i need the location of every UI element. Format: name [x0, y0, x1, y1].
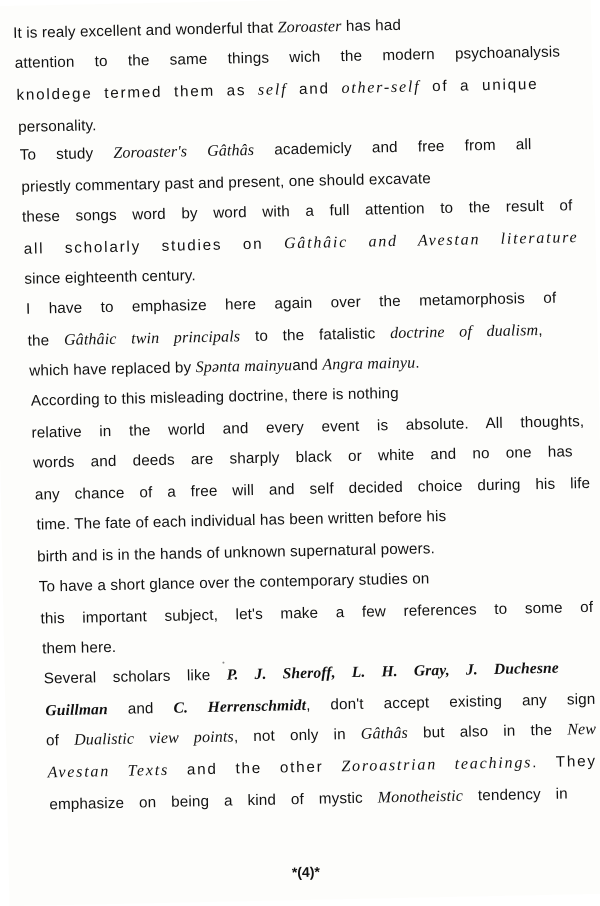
text-segment: To have a short glance over the contemporary studies on [38, 570, 430, 596]
text-segment: , don't accept existing any sign [305, 690, 596, 714]
text-segment: attention to the same things wich the modern psychoanalysis [14, 43, 561, 72]
text-line [44, 659, 560, 690]
text-line [24, 266, 196, 290]
text-line [15, 42, 561, 73]
text-segment: relative in the world and every event is absolute. All thoughts, [31, 413, 585, 442]
text-segment: time. The fate of each individual has been written before his [36, 507, 447, 534]
text-segment: . [415, 354, 420, 372]
text-segment: priestly commentary past and present, one should excavate [21, 170, 432, 196]
text-segment: them here. [41, 638, 117, 658]
text-segment: , [538, 321, 543, 339]
text-segment: personality. [18, 117, 97, 136]
text-line [46, 720, 597, 752]
text-segment: It is realy excellent and wonderful that [13, 19, 278, 42]
text-segment: this important subject, let's make a few references to some of [40, 598, 594, 628]
text-segment: all scholarly studies on [23, 235, 285, 258]
text-line [48, 752, 597, 783]
italic-term: Guillman [45, 701, 108, 720]
text-segment: but also in the [407, 721, 568, 742]
italic-term: Zoroaster [277, 18, 342, 37]
text-segment: tendency in [462, 785, 568, 805]
text-line [26, 289, 557, 320]
text-line [20, 135, 532, 166]
text-line [42, 638, 117, 660]
italic-term: Angra mainyu [322, 354, 416, 374]
text-segment: and [292, 356, 323, 375]
italic-term: C. Herrenschmidt [173, 696, 307, 717]
text-line [27, 321, 542, 352]
text-segment: knoldege termed them as [16, 81, 259, 104]
text-segment: , not only in [233, 725, 362, 746]
text-line [24, 228, 579, 260]
italic-term: Zoroaster's Gâthâs [113, 141, 255, 162]
text-segment: since eighteenth century. [24, 267, 196, 288]
text-line [21, 169, 431, 198]
text-segment: . They [532, 752, 597, 772]
text-line [36, 507, 446, 536]
italic-term: other-self [341, 78, 421, 98]
text-segment: Several scholars like [43, 666, 227, 688]
italic-term: Avestan Texts [47, 761, 170, 782]
italic-term: Zoroastrian teachings [341, 754, 533, 776]
text-segment: any chance of a free will and self decided choice during his life [34, 474, 591, 504]
italic-term: self [257, 81, 288, 99]
text-segment: and [287, 80, 342, 99]
italic-term: doctrine of dualism [389, 321, 539, 343]
text-segment: According to this misleading doctrine, there is nothing [30, 384, 399, 410]
text-line [49, 784, 568, 815]
text-segment: which have replaced by [29, 359, 196, 380]
text-segment: of a unique [420, 75, 539, 96]
text-segment: birth and is in the hands of unknown supernatural powers. [37, 540, 436, 566]
text-line [22, 196, 573, 228]
text-segment: words and deeds are sharply black or white and no one has [33, 443, 573, 472]
italic-term: Gâthâic and Avestan literature [283, 229, 579, 253]
text-segment: these songs word by word with a full attention to the result of [21, 197, 573, 226]
text-line [18, 116, 97, 138]
text-line [45, 690, 595, 722]
text-segment: to the fatalistic [240, 325, 391, 346]
italic-term: Gâthâic twin principals [63, 328, 241, 349]
text-segment: academicly and free from all [254, 136, 532, 159]
text-line [16, 75, 538, 106]
italic-term: Spənta mainyu [195, 357, 293, 377]
italic-term: P. J. Sheroff, L. H. Gray, J. Duchesne [226, 659, 560, 684]
text-segment: I have to emphasize here again over the metamorphosis of [25, 289, 557, 318]
text-line [37, 539, 435, 567]
text-line [33, 442, 573, 473]
text-line [29, 353, 420, 381]
text-line [31, 384, 399, 412]
text-line [35, 474, 591, 506]
italic-term: Monotheistic [377, 787, 464, 807]
text-segment: has had [341, 16, 402, 36]
text-segment: and the other [168, 758, 342, 779]
text-line [31, 412, 584, 444]
text-segment: the [27, 331, 65, 350]
text-segment: emphasize on being a kind of mystic [49, 789, 378, 814]
italic-term: Gâthâs [360, 724, 409, 743]
italic-term: Dualistic view points [73, 728, 235, 749]
ink-speck [222, 662, 224, 664]
italic-term: New [567, 720, 597, 739]
text-line [13, 16, 401, 44]
text-segment: To study [19, 144, 114, 164]
text-segment: of [45, 731, 75, 750]
page-number: *(4)* [291, 863, 321, 881]
text-line [40, 598, 593, 630]
text-segment: and [107, 699, 174, 719]
text-line [39, 569, 430, 597]
